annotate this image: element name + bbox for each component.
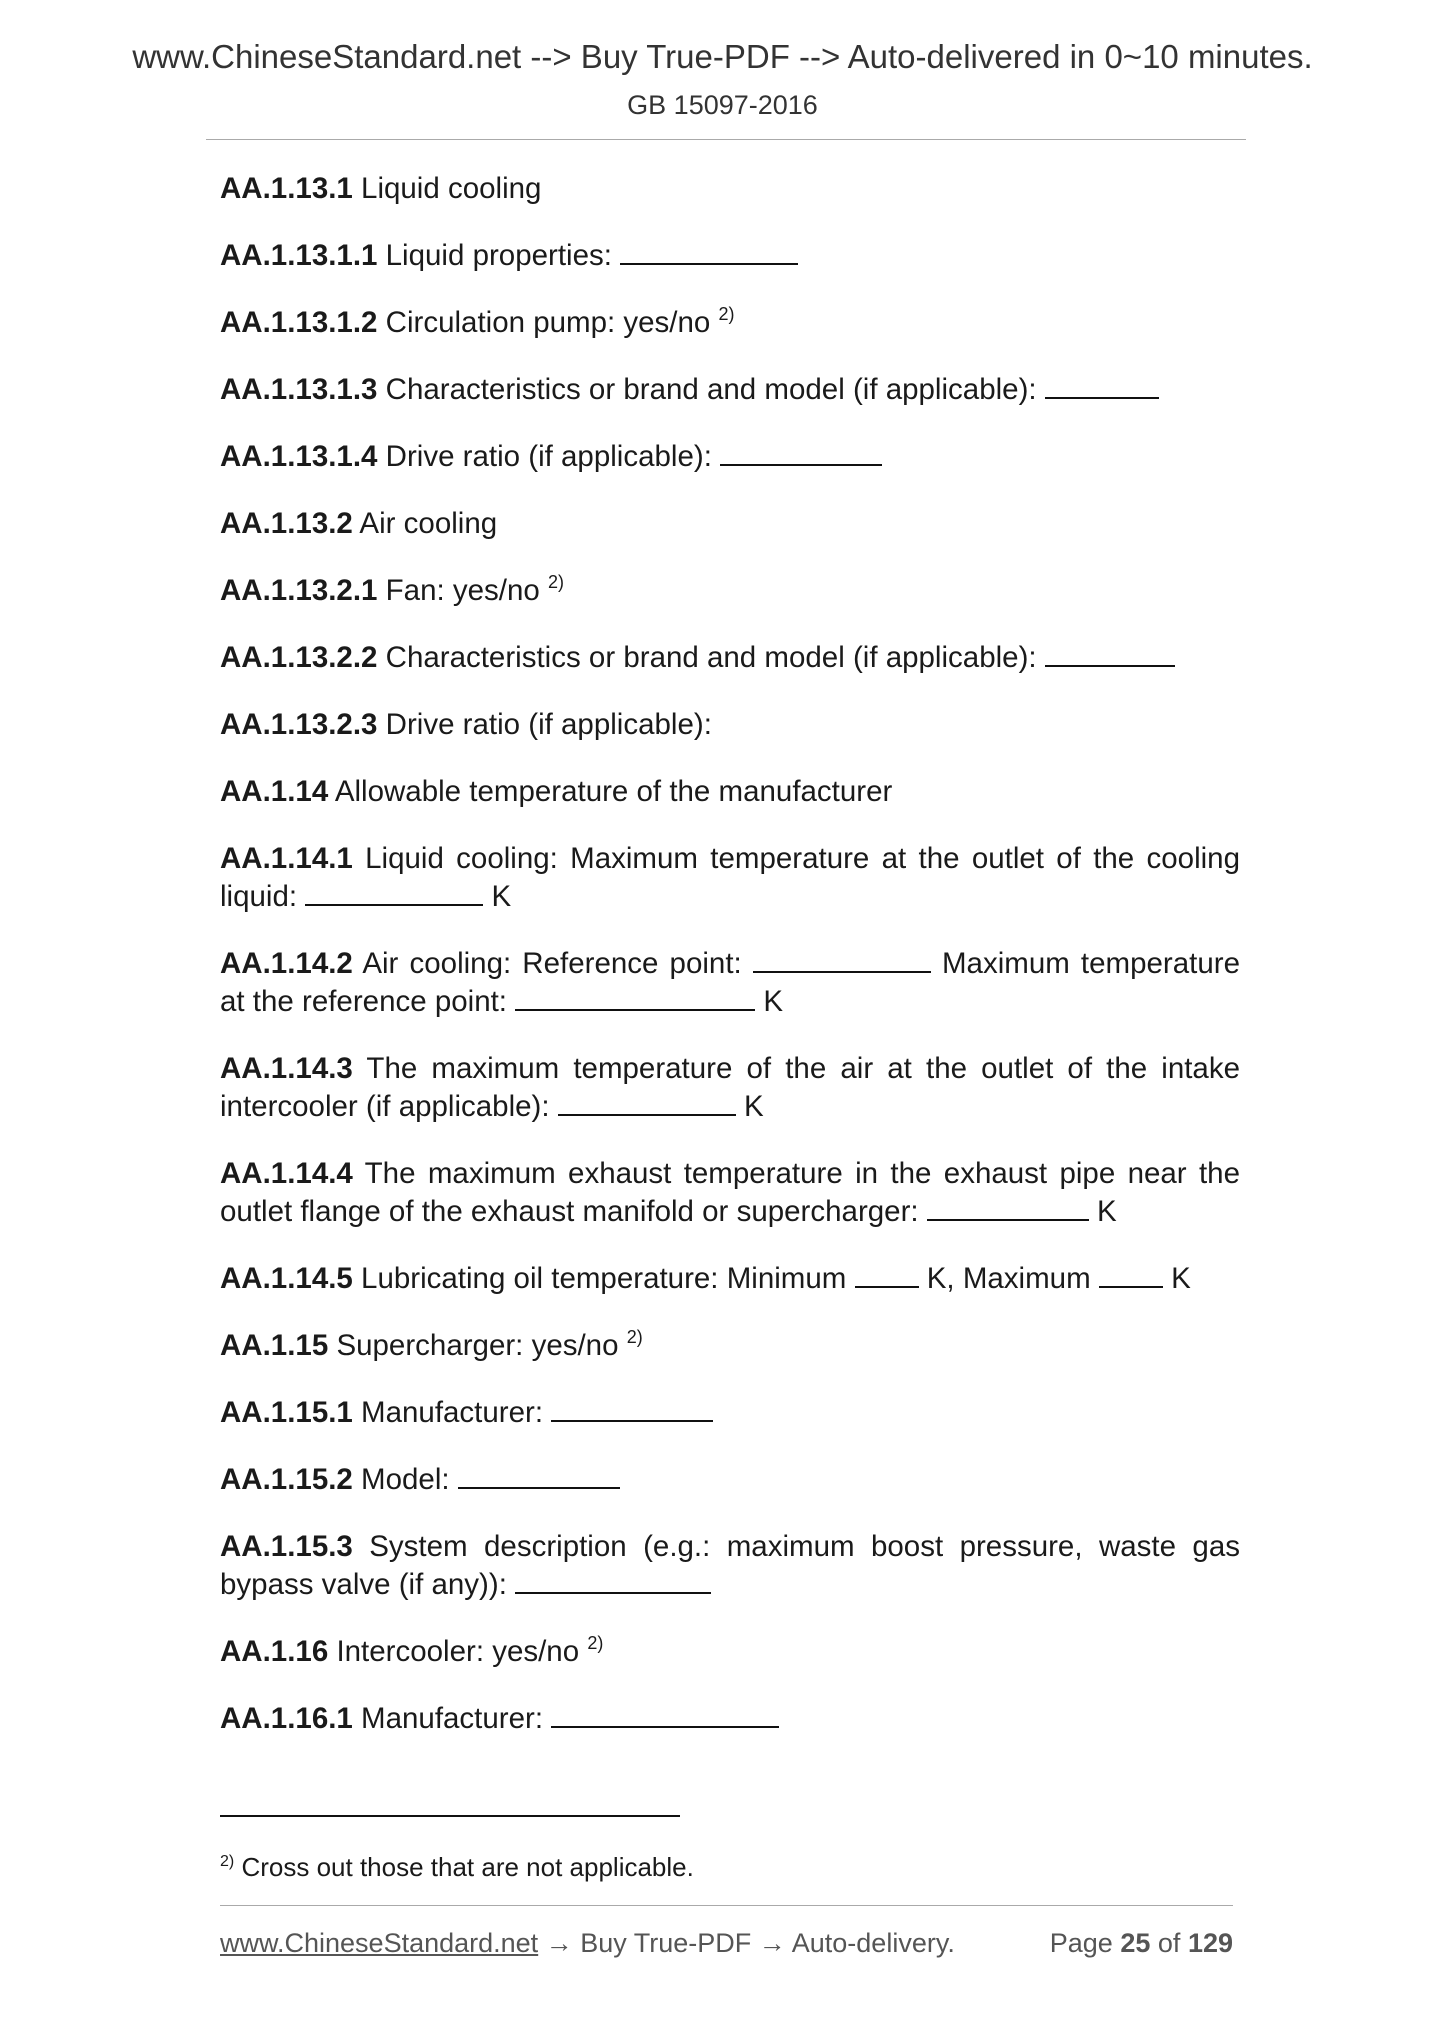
footnote-divider: [220, 1815, 680, 1817]
unit-label: K: [1171, 1262, 1191, 1295]
clause-text: The maximum exhaust temperature in the exhaust pipe near the outlet flange of the exhaust manifold or supercharger:: [220, 1157, 1240, 1228]
clause-number: AA.1.13.1.1: [220, 239, 378, 272]
clause: [220, 1528, 1240, 1604]
footnote: [220, 1852, 694, 1883]
fill-in-blank[interactable]: [1099, 1264, 1163, 1288]
clause-number: AA.1.13.1.4: [220, 440, 378, 473]
clause-text: Allowable temperature of the manufacturer: [334, 775, 893, 808]
clause: [220, 1461, 1240, 1499]
clause: [220, 840, 1240, 916]
fill-in-blank[interactable]: [927, 1197, 1089, 1221]
footnote-ref: 2): [626, 1327, 643, 1347]
fill-in-blank[interactable]: [1045, 375, 1159, 399]
clause: [220, 706, 1240, 744]
clause-text: Liquid properties:: [385, 239, 612, 272]
page-label: Page: [1049, 1928, 1113, 1958]
fill-in-blank[interactable]: [720, 442, 882, 466]
clause-number: AA.1.13.2.3: [220, 708, 378, 741]
fill-in-blank[interactable]: [753, 949, 931, 973]
clause-text: Circulation pump: yes/no: [385, 306, 711, 339]
clause: [220, 572, 1240, 610]
footnote-ref: 2): [547, 572, 564, 592]
fill-in-blank[interactable]: [620, 241, 798, 265]
clause: [220, 1155, 1240, 1231]
clause-number: AA.1.13.1: [220, 172, 353, 205]
fill-in-blank[interactable]: [551, 1398, 713, 1422]
clause-number: AA.1.13.2.1: [220, 574, 378, 607]
clause: [220, 237, 1240, 275]
footnote-mark: 2): [220, 1853, 235, 1870]
clause: [220, 304, 1240, 342]
clause-text: Liquid cooling: Maximum temperature at the outlet of the cooling liquid:: [220, 842, 1240, 913]
clause-number: AA.1.14.4: [220, 1157, 353, 1190]
footer-divider: [220, 1905, 1233, 1906]
clause: [220, 773, 1240, 811]
clause-number: AA.1.15.2: [220, 1463, 353, 1496]
clause-number: AA.1.14.2: [220, 947, 353, 980]
clause-text: K, Maximum: [926, 1262, 1091, 1295]
clause-text: Characteristics or brand and model (if applicable):: [385, 641, 1037, 674]
clause-number: AA.1.13.2.2: [220, 641, 378, 674]
clause-text: Drive ratio (if applicable):: [385, 440, 712, 473]
document-body: [220, 170, 1240, 1767]
clause: [220, 1327, 1240, 1365]
clause-number: AA.1.15: [220, 1329, 329, 1362]
clause-number: AA.1.15.1: [220, 1396, 353, 1429]
footnote-ref: 2): [587, 1633, 604, 1653]
clause-text: Maximum temperature at the reference point:: [220, 947, 1240, 1018]
unit-label: K: [763, 985, 784, 1018]
of-label: of: [1157, 1928, 1181, 1958]
clause-text: Manufacturer:: [361, 1702, 544, 1735]
fill-in-blank[interactable]: [551, 1704, 779, 1728]
clause-text: Fan: yes/no: [385, 574, 540, 607]
fill-in-blank[interactable]: [855, 1264, 919, 1288]
page-number: [1050, 1928, 1233, 1959]
footer-site-link[interactable]: www.ChineseStandard.net: [220, 1928, 539, 1958]
fill-in-blank[interactable]: [515, 987, 755, 1011]
clause-text: The maximum temperature of the air at the outlet of the intake intercooler (if applicable):: [220, 1052, 1240, 1123]
clause: [220, 1050, 1240, 1126]
clause-number: AA.1.16: [220, 1635, 329, 1668]
clause-number: AA.1.13.1.2: [220, 306, 378, 339]
clause: [220, 1260, 1240, 1298]
clause-number: AA.1.13.2: [220, 507, 353, 540]
clause-text: Manufacturer:: [361, 1396, 544, 1429]
footnote-text: Cross out those that are not applicable.: [241, 1852, 694, 1882]
clause-number: AA.1.14.1: [220, 842, 353, 875]
clause-number: AA.1.14: [220, 775, 329, 808]
clause-text: Air cooling: [359, 507, 498, 540]
footnote-ref: 2): [718, 304, 735, 324]
unit-label: K: [743, 1090, 764, 1123]
clause-number: AA.1.14.5: [220, 1262, 353, 1295]
clause-number: AA.1.14.3: [220, 1052, 353, 1085]
clause: [220, 438, 1240, 476]
fill-in-blank[interactable]: [305, 882, 483, 906]
clause-text: Intercooler: yes/no: [336, 1635, 580, 1668]
clause-text: Air cooling: Reference point:: [362, 947, 742, 980]
footer-tagline: → Buy True-PDF → Auto-delivery.: [545, 1928, 955, 1958]
fill-in-blank[interactable]: [515, 1570, 711, 1594]
header-divider: [206, 139, 1246, 140]
clause-text: Liquid cooling: [361, 172, 542, 205]
current-page: 25: [1120, 1928, 1151, 1958]
page-footer: [220, 1928, 1233, 1959]
fill-in-blank[interactable]: [1045, 643, 1175, 667]
clause: [220, 1633, 1240, 1671]
clause-text: Characteristics or brand and model (if applicable):: [385, 373, 1037, 406]
clause-number: AA.1.13.1.3: [220, 373, 378, 406]
clause-number: AA.1.15.3: [220, 1530, 353, 1563]
clause: [220, 1394, 1240, 1432]
unit-label: K: [491, 880, 512, 913]
clause: [220, 945, 1240, 1021]
clause: [220, 639, 1240, 677]
clause-text: Drive ratio (if applicable):: [385, 708, 712, 741]
header-banner: www.ChineseStandard.net --> Buy True-PDF --> Auto-delivered in 0~10 minutes.: [132, 38, 1313, 75]
unit-label: K: [1097, 1195, 1117, 1228]
clause-text: Model:: [361, 1463, 450, 1496]
clause: [220, 371, 1240, 409]
clause: [220, 1700, 1240, 1738]
clause-text: System description (e.g.: maximum boost pressure, waste gas bypass valve (if any)):: [220, 1530, 1240, 1601]
clause: [220, 505, 1240, 543]
document-id: GB 15097-2016: [627, 90, 818, 120]
clause-text: Lubricating oil temperature: Minimum: [361, 1262, 847, 1295]
clause: [220, 170, 1240, 208]
clause-text: Supercharger: yes/no: [336, 1329, 619, 1362]
total-pages: 129: [1187, 1928, 1233, 1958]
fill-in-blank[interactable]: [458, 1465, 620, 1489]
fill-in-blank[interactable]: [558, 1092, 736, 1116]
clause-number: AA.1.16.1: [220, 1702, 353, 1735]
